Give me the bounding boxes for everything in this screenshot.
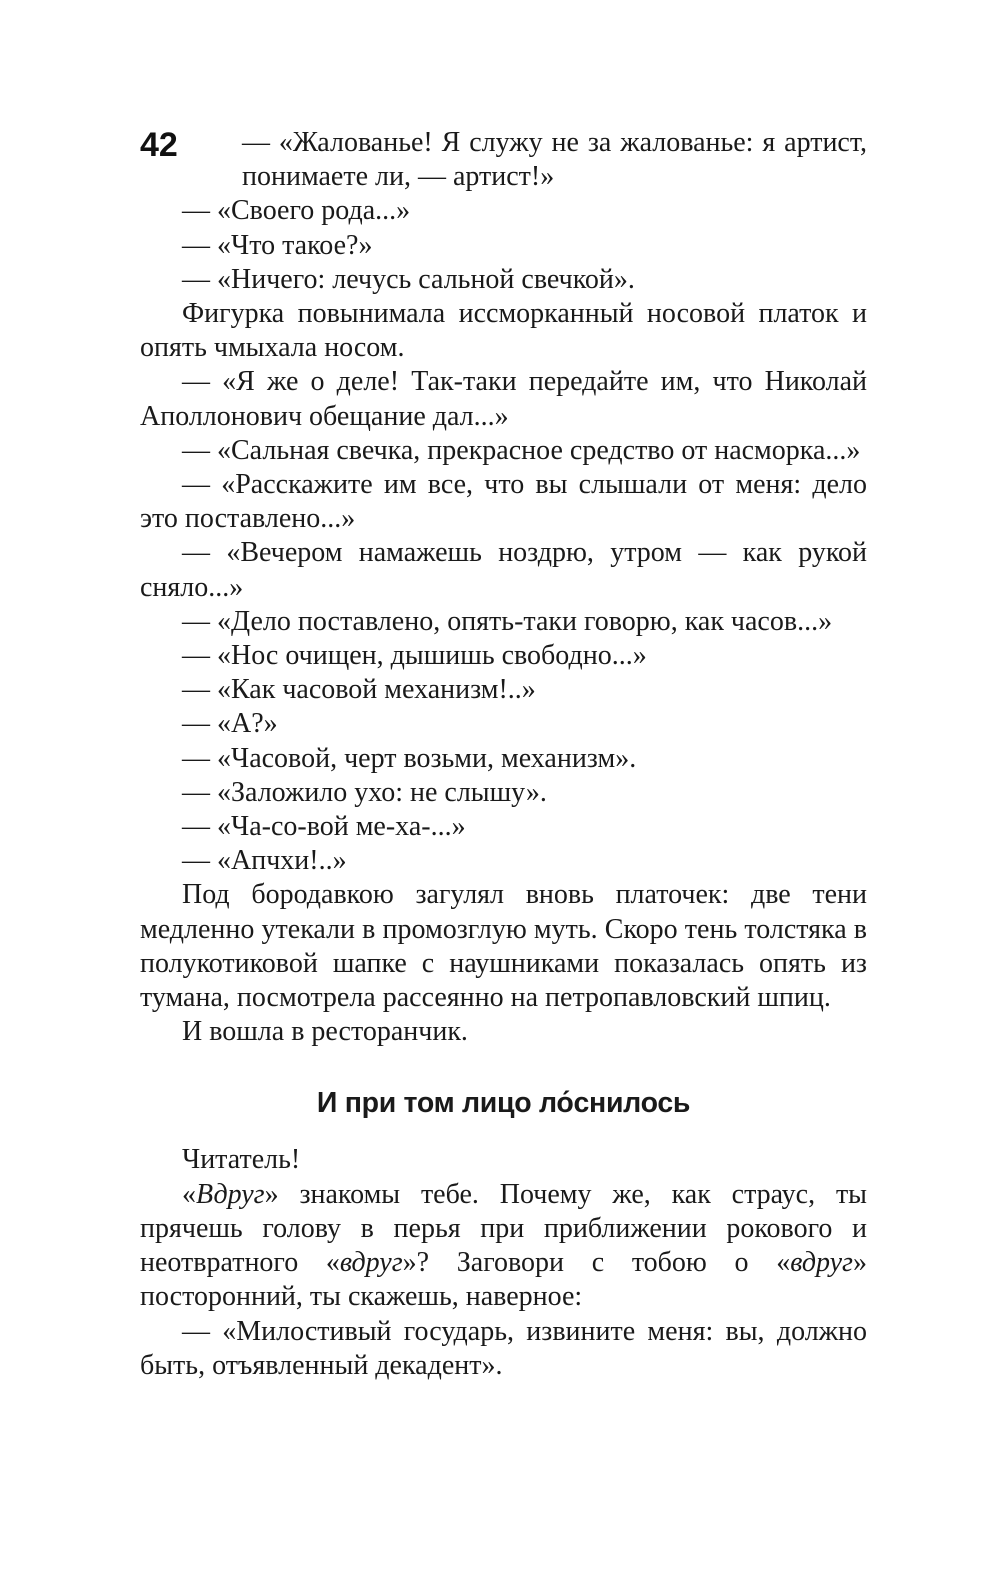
emphasis-word: вдруг [790, 1247, 853, 1279]
paragraph: — «Как часовой механизм!..» [182, 674, 536, 706]
paragraph: — «Нос очищен, дышишь свободно...» [182, 640, 647, 672]
paragraph: — «Ничего: лечусь сальной свечкой». [182, 263, 635, 295]
heading-text-start: И при том лицо ло [316, 1087, 574, 1120]
paragraph: Под бородавкою загулял вновь платочек: две тени медленно утекали в промозглую муть. Скоро тень толстяка в полукотиковой шапке с наушниками показалась опять из тумана, посмотрела рассеянно на петропавловский шпиц. [140, 879, 867, 1014]
emphasis-word: Вдруг [196, 1178, 265, 1210]
paragraph: — «А?» [182, 708, 278, 740]
paragraph: — «Милостивый государь, извините меня: вы, должно быть, отъявленный декадент». [140, 1315, 867, 1381]
heading-text-end: снилось [573, 1087, 691, 1120]
quote-open: « [325, 1247, 340, 1279]
paragraph: — «Я же о деле! Так-таки передайте им, что Николай Аполлонович обещание дал...» [140, 366, 867, 432]
paragraph: — «Вечером намажешь ноздрю, утром — как рукой сняло...» [140, 537, 867, 603]
paragraph: — «Часовой, черт возьми, механизм». [182, 742, 637, 774]
paragraph: Фигурка повынимала иссморканный носовой платок и опять чмыхала носом. [140, 298, 867, 364]
quote-open: « [182, 1178, 196, 1210]
paragraph: — «Своего рода...» [182, 195, 411, 227]
paragraph [140, 1178, 867, 1315]
paragraph: — «Что такое?» [182, 229, 373, 261]
emphasis-word: вдруг [339, 1247, 403, 1279]
paragraph: Читатель! [182, 1144, 301, 1176]
page-number: 42 [140, 126, 178, 164]
paragraph: — «Расскажите им все, что вы слышали от меня: дело это поставлено...» [140, 469, 867, 535]
body-text [140, 126, 867, 1383]
quote-close: » [264, 1178, 279, 1210]
text-run: ? Заговори с тобою о [416, 1247, 777, 1279]
paragraph: — «Апчхи!..» [182, 845, 347, 877]
paragraph: — «Заложило ухо: не слышу». [182, 776, 547, 808]
text-run: посторонний, ты скажешь, наверное: [140, 1281, 583, 1313]
quote-close: » [402, 1247, 417, 1279]
paragraph: — «Сальная свечка, прекрасное средство от насморка...» [182, 434, 861, 466]
text-run: знакомы тебе. Почему же, как страус, ты прячешь голову в перья при приближении рокового и неотвратного [140, 1178, 867, 1279]
quote-close: » [852, 1247, 867, 1279]
paragraph: — «Жалованье! Я служу не за жалованье: я артист, понимаете ли, — артист!» [242, 127, 867, 193]
quote-open: « [776, 1247, 791, 1279]
paragraph: — «Дело поставлено, опять-таки говорю, как часов...» [182, 605, 833, 637]
paragraph: — «Ча-со-вой ме-ха-...» [182, 811, 466, 843]
section-heading [140, 1049, 867, 1143]
paragraph: И вошла в ресторанчик. [182, 1016, 468, 1048]
